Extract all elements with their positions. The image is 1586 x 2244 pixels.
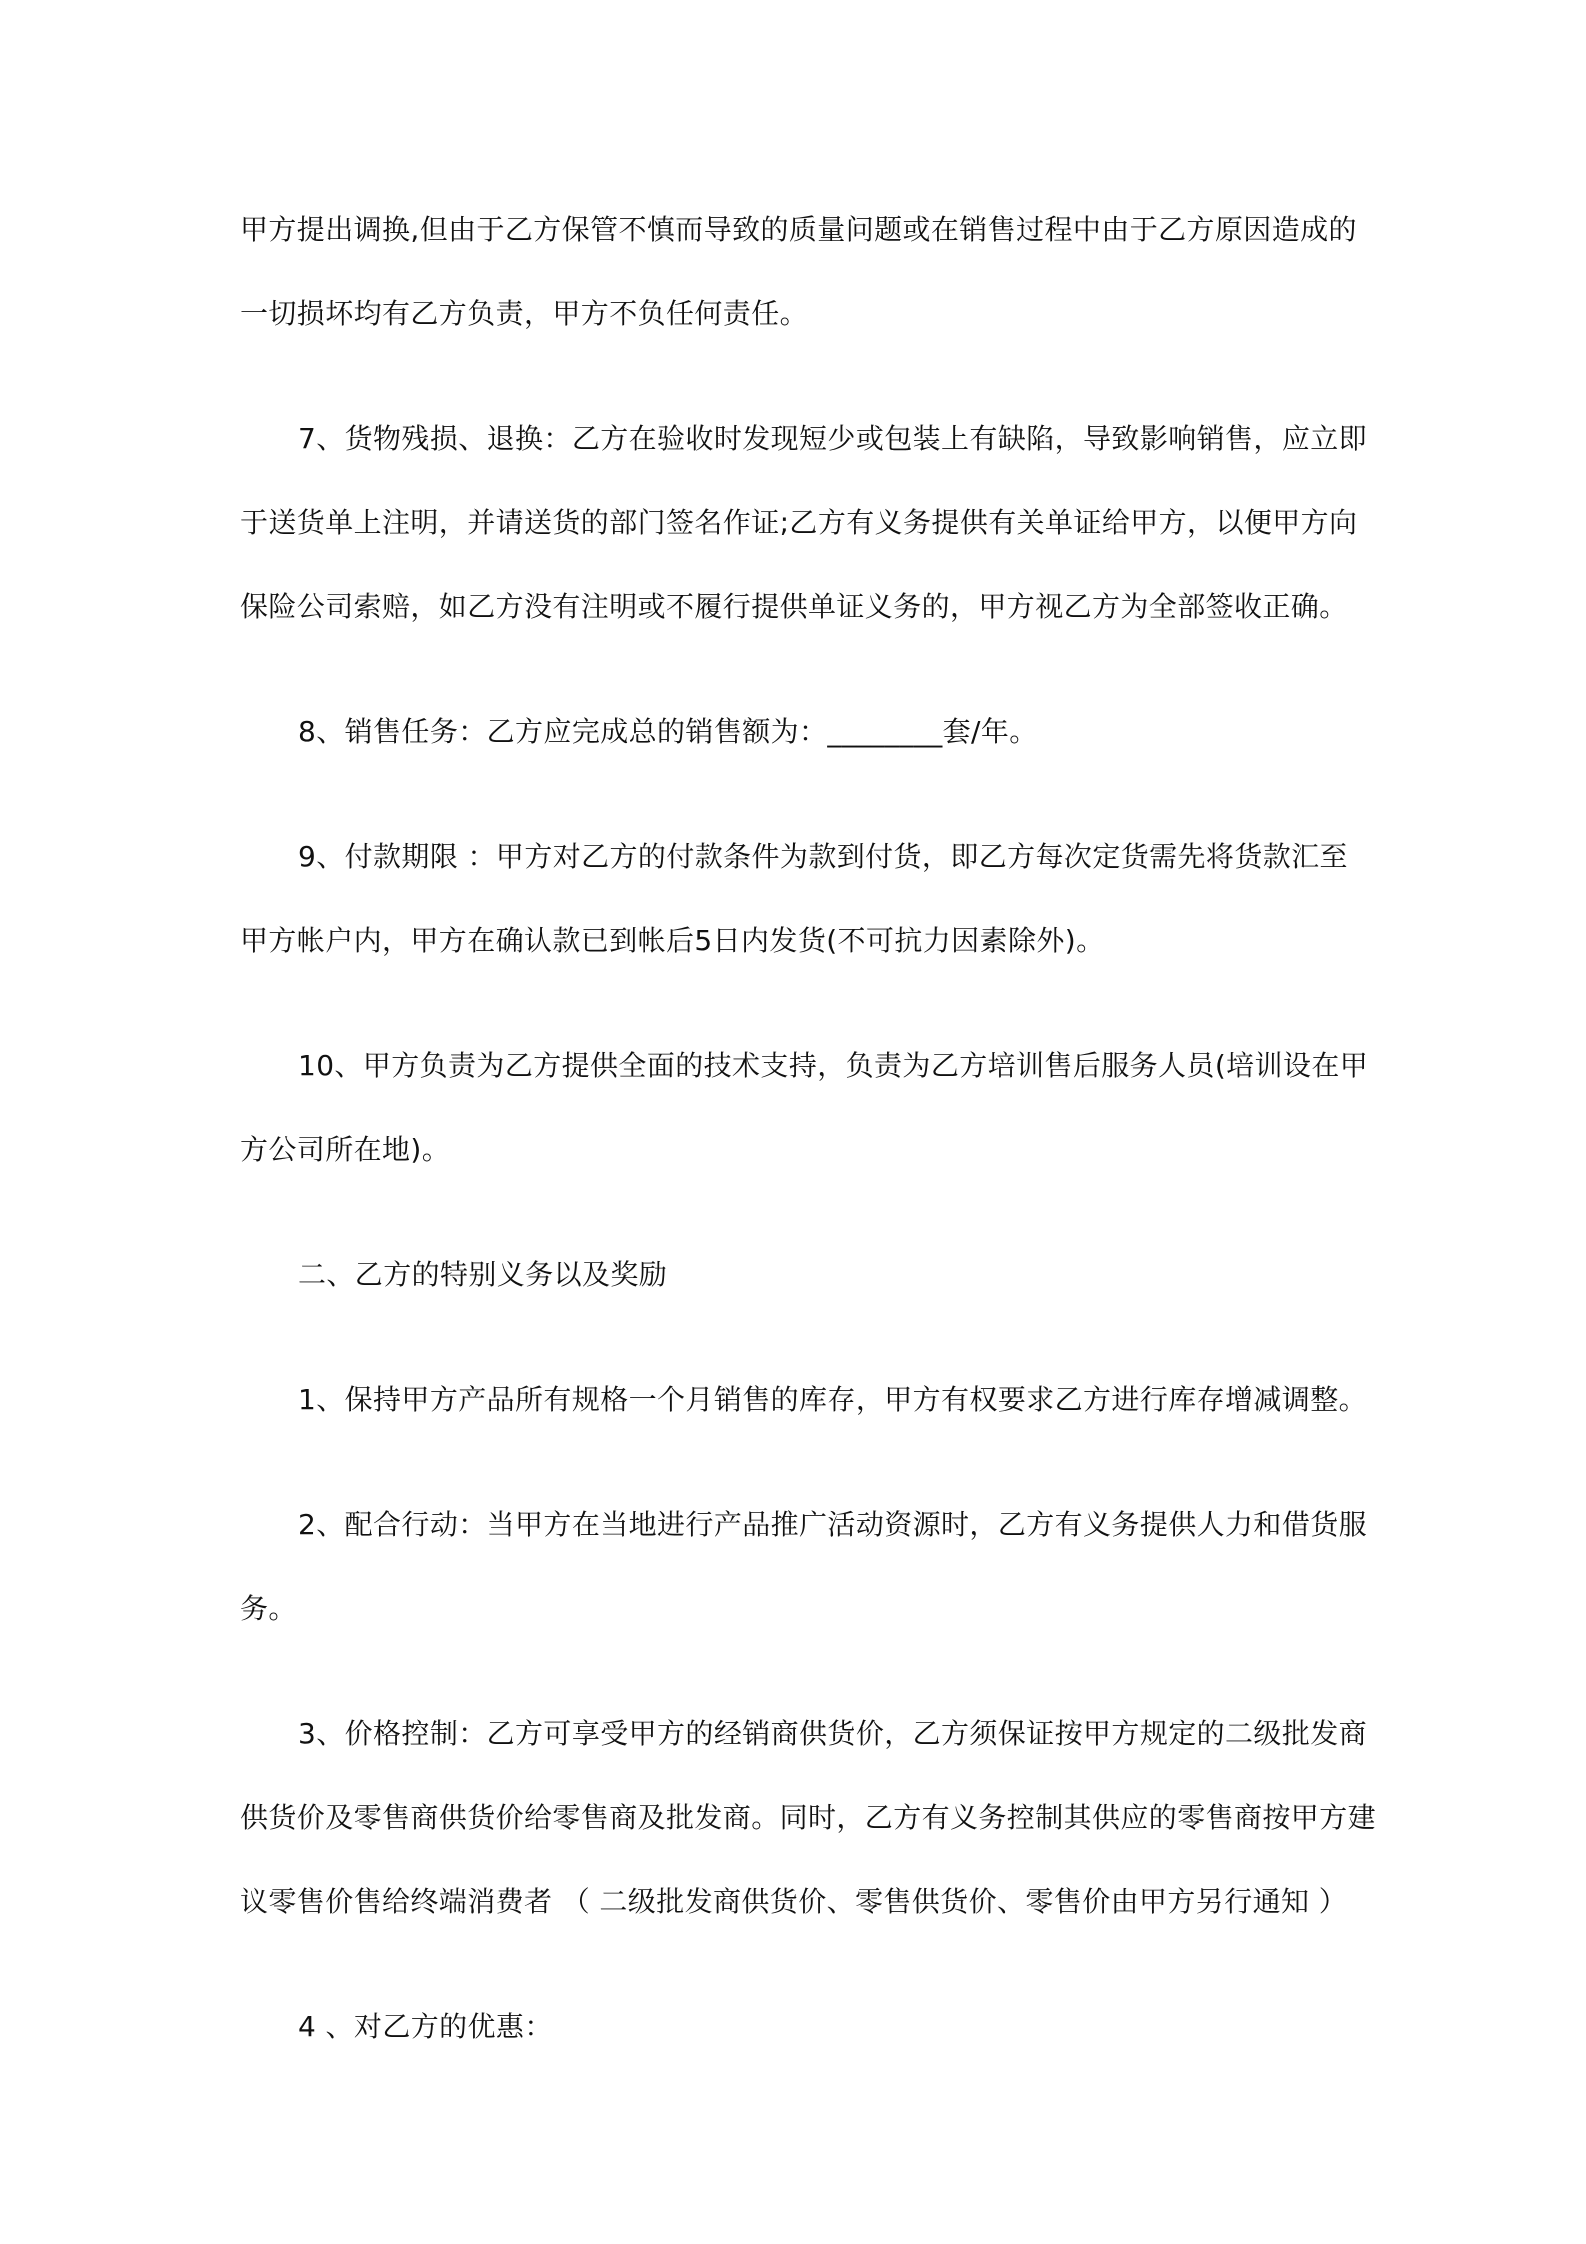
text-line: 保险公司索赔，如乙方没有注明或不履行提供单证义务的，甲方视乙方为全部签收正确。	[240, 590, 1348, 623]
paragraph-item-9	[240, 815, 1360, 983]
paragraph-section2-item-1	[240, 1358, 1368, 1442]
section-heading-text: 二、乙方的特别义务以及奖励	[298, 1258, 668, 1291]
paragraph-item-6-continued	[240, 188, 1360, 356]
text-line: 议零售价售给终端消费者 （ 二级批发商供货价、零售供货价、零售价由甲方另行通知 ）	[240, 1885, 1348, 1918]
section-heading-2	[240, 1233, 1360, 1317]
paragraph-item-8	[240, 690, 1360, 774]
text-line: 10、甲方负责为乙方提供全面的技术支持，负责为乙方培训售后服务人员(培训设在甲	[298, 1049, 1369, 1082]
paragraph-section2-item-4	[240, 1985, 1360, 2069]
text-line: 于送货单上注明，并请送货的部门签名作证;乙方有义务提供有关单证给甲方，以便甲方向	[240, 506, 1358, 539]
text-line: 2、配合行动：当甲方在当地进行产品推广活动资源时，乙方有义务提供人力和借货服	[298, 1508, 1368, 1541]
text-line: 务。	[240, 1592, 297, 1625]
text-line: 甲方提出调换,但由于乙方保管不慎而导致的质量问题或在销售过程中由于乙方原因造成的	[240, 213, 1357, 246]
text-line: 3、价格控制：乙方可享受甲方的经销商供货价，乙方须保证按甲方规定的二级批发商	[298, 1717, 1368, 1750]
paragraph-item-7	[240, 397, 1368, 649]
paragraph-item-10	[240, 1024, 1369, 1192]
text-line: 1、保持甲方产品所有规格一个月销售的库存，甲方有权要求乙方进行库存增减调整。	[298, 1383, 1368, 1416]
text-line: 8、销售任务：乙方应完成总的销售额为：________套/年。	[298, 715, 1038, 748]
text-line: 7、货物残损、退换：乙方在验收时发现短少或包装上有缺陷，导致影响销售，应立即	[298, 422, 1368, 455]
text-line: 9、付款期限 ：甲方对乙方的付款条件为款到付货，即乙方每次定货需先将货款汇至	[298, 840, 1348, 873]
text-line: 4 、对乙方的优惠：	[298, 2010, 553, 2043]
paragraph-section2-item-2	[240, 1483, 1368, 1651]
paragraph-section2-item-3	[240, 1692, 1377, 1944]
text-line: 一切损坏均有乙方负责，甲方不负任何责任。	[240, 297, 809, 330]
text-line: 供货价及零售商供货价给零售商及批发商。同时，乙方有义务控制其供应的零售商按甲方建	[240, 1801, 1377, 1834]
text-line: 方公司所在地)。	[240, 1133, 451, 1166]
text-line: 甲方帐户内，甲方在确认款已到帐后5日内发货(不可抗力因素除外)。	[240, 924, 1105, 957]
